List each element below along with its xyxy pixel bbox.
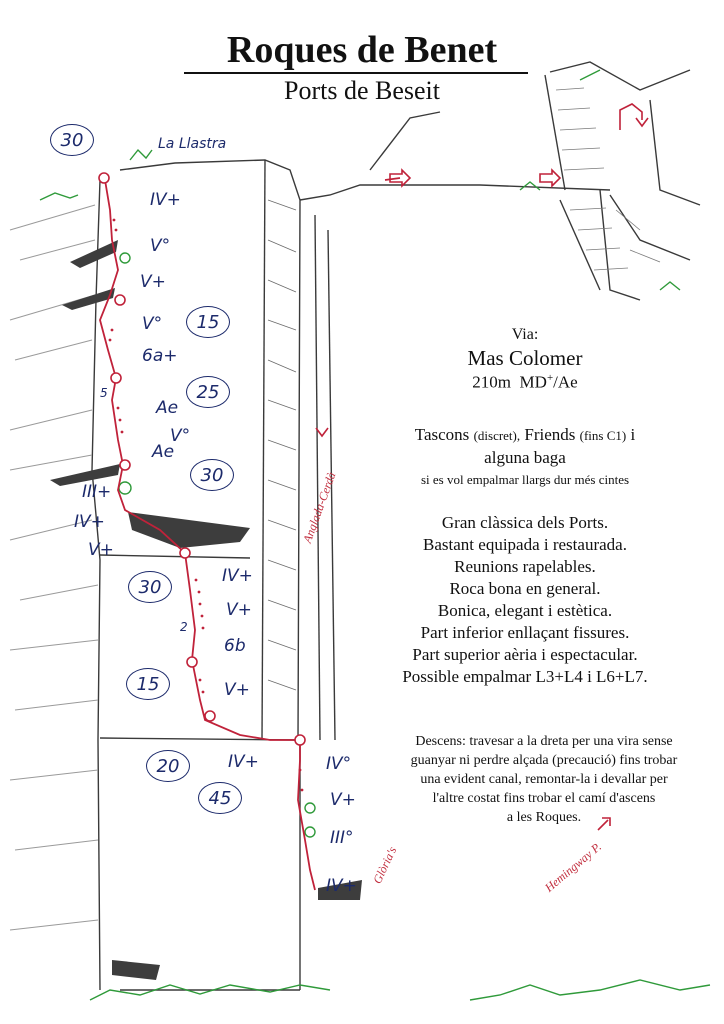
pitch-length-1: 30 [50, 124, 94, 156]
grade-l5a: III+ [82, 482, 112, 502]
grade-l1: IV+ [150, 190, 181, 210]
route-grade-base: MD [519, 372, 547, 392]
descent-line: l'altre costat fins trobar el camí d'ascens [432, 791, 656, 806]
side-route-anglada: Anglada-Cerdà [300, 470, 339, 545]
grade-l4c: Ae [152, 442, 175, 462]
page-subtitle: Ports de Beseit [284, 76, 440, 105]
grade-l8e: IV+ [326, 876, 357, 896]
descent-line: guanyar ni perdre alçada (precaució) fins trobar [410, 753, 678, 768]
gear-line-2: alguna baga [484, 448, 566, 467]
gear-nuts: Tascons [414, 425, 470, 444]
gear-line-3: si es vol empalmar llargs dur més cintes [420, 472, 630, 487]
description-line: Gran clàssica dels Ports. [441, 513, 609, 532]
description-line: Possible empalmar L3+L4 i L6+L7. [402, 667, 648, 686]
description-line: Bastant equipada i restaurada. [423, 535, 627, 554]
grade-l8d: III° [330, 828, 354, 848]
anchor-mark-2: 2 [180, 620, 188, 634]
description-line: Bonica, elegant i estètica. [437, 601, 613, 620]
grade-l7: V+ [224, 680, 250, 700]
side-route-gloria: Glòria's [370, 844, 400, 886]
grade-l2b: V+ [140, 272, 166, 292]
grade-l5c: V+ [88, 540, 114, 560]
descent-description [362, 732, 724, 827]
pillar-outline [92, 160, 300, 990]
title-underline [184, 72, 528, 74]
grade-l6b: V+ [226, 600, 252, 620]
gear-nuts-note: (discret), [473, 428, 521, 443]
description-line: Part superior aèria i espectacular. [412, 645, 638, 664]
grade-l8b: IV° [326, 754, 352, 774]
gear-friends-note: (fins C1) [579, 428, 627, 443]
grade-l3b: 6a+ [142, 346, 178, 366]
gear-list [355, 424, 695, 491]
bolts [109, 219, 304, 792]
descent-line: a les Roques. [506, 810, 582, 825]
grade-l2a: V° [150, 236, 171, 256]
route-length-grade [355, 372, 695, 393]
gear-friends: Friends [524, 425, 576, 444]
summit-label: La Llastra [158, 136, 227, 152]
grade-l3a: V° [142, 314, 163, 334]
gully-hatching [556, 88, 660, 270]
page-title: Roques de Benet [226, 29, 498, 71]
roofs [50, 240, 362, 980]
descent-line: una evident canal, remontar-la i devallar per [420, 772, 668, 787]
pitch-length-3: 25 [186, 376, 230, 408]
grade-l8c: V+ [330, 790, 356, 810]
anchor-mark-5: 5 [100, 386, 108, 400]
pitch-length-7: 20 [146, 750, 190, 782]
route-grade-suffix: /Ae [553, 372, 578, 392]
grade-l4b: V° [170, 426, 191, 446]
descent-line: Descens: travesar a la dreta per una vira sense [415, 734, 673, 749]
pitch-length-6: 15 [126, 668, 170, 700]
gear-line-1 [355, 424, 695, 447]
grade-l6c: 6b [224, 636, 246, 656]
route-name: Mas Colomer [467, 346, 583, 370]
route-length: 210m [472, 372, 512, 392]
grade-l5b: IV+ [74, 512, 105, 532]
description-line: Roca bona en general. [449, 579, 601, 598]
pitch-length-4: 30 [190, 459, 234, 491]
route-description [355, 512, 695, 688]
route-grade-sup: + [546, 372, 554, 384]
left-strata [10, 205, 98, 930]
description-line: Part inferior enllaçant fissures. [420, 623, 630, 642]
description-line: Reunions rapelables. [454, 557, 596, 576]
pillar-hatching [268, 200, 296, 690]
side-route-hemingway: Hemingway P. [542, 839, 604, 895]
pitch-length-8: 45 [198, 782, 242, 814]
route-via-label: Via: [511, 326, 539, 343]
pitch-length-5: 30 [128, 571, 172, 603]
pitch-length-2: 15 [186, 306, 230, 338]
grade-l4a: Ae [156, 398, 179, 418]
grade-l6a: IV+ [222, 566, 253, 586]
gear-and: i [630, 425, 636, 444]
grade-l8a: IV+ [228, 752, 259, 772]
